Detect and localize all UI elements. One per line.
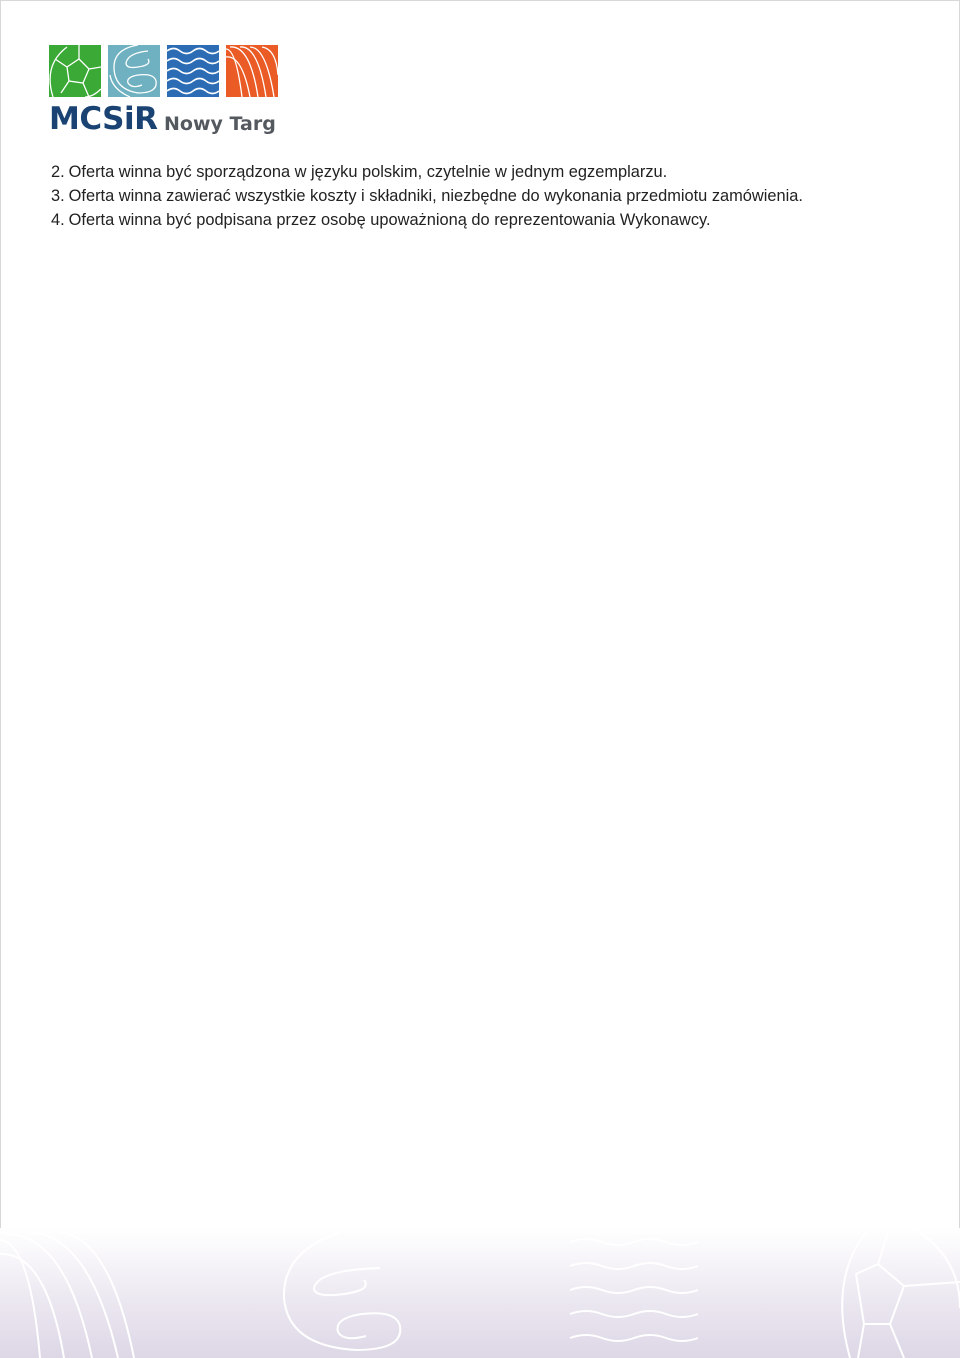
footer-decoration [0, 1228, 960, 1358]
list-item-number: 4. [51, 211, 65, 229]
list-item [51, 208, 931, 232]
document-body [51, 160, 931, 232]
football-icon [49, 45, 101, 97]
mcsir-logo [49, 45, 281, 137]
list-item-number: 3. [51, 187, 65, 205]
list-item-text: Oferta winna być podpisana przez osobę upoważnioną do reprezentowania Wykonawcy. [68, 211, 711, 229]
spiral-icon [284, 1232, 400, 1350]
list-item [51, 160, 931, 184]
running-track-icon [226, 45, 278, 97]
logo-city-text: Nowy Targ [164, 113, 276, 135]
running-track-icon [0, 1232, 134, 1358]
waves-icon [570, 1239, 698, 1341]
list-item-number: 2. [51, 163, 65, 181]
spiral-icon [108, 45, 160, 97]
list-item-text: Oferta winna zawierać wszystkie koszty i składniki, niezbędne do wykonania przedmiotu zamówienia. [68, 187, 803, 205]
list-item-text: Oferta winna być sporządzona w języku polskim, czytelnie w jednym egzemplarzu. [68, 163, 668, 181]
list-item [51, 184, 931, 208]
logo-brand-text: MCSiR [49, 101, 158, 137]
waves-icon [167, 45, 219, 97]
football-icon [842, 1230, 960, 1358]
